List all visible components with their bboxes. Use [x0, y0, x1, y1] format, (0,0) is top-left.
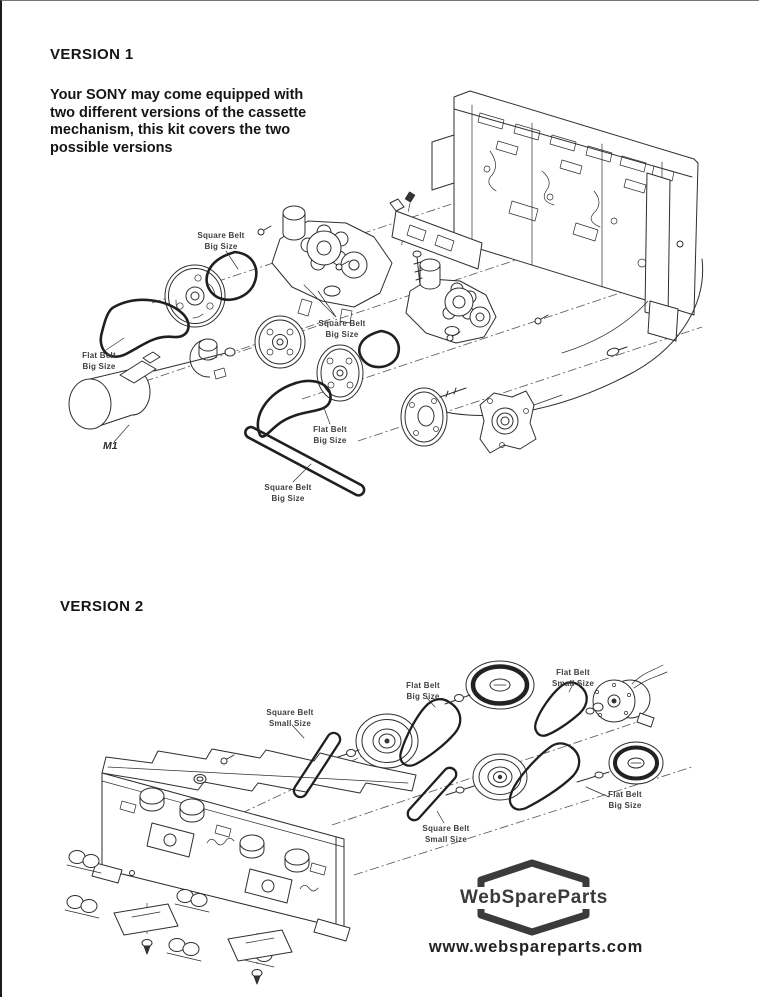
v2-square-belt-small-2 [405, 765, 459, 823]
label-flat-belt-big-3 [406, 680, 440, 702]
intro-paragraph [50, 87, 380, 157]
label-flat-belt-big-4 [608, 789, 642, 811]
label-line: Big Size [406, 692, 440, 701]
label-line: Flat Belt [313, 425, 347, 434]
v1-flywheel-2 [255, 316, 305, 368]
intro-line: mechanism, this kit covers the two [50, 122, 291, 138]
website-url: www.webspareparts.com [428, 938, 644, 956]
v1-bearing-mount [480, 391, 562, 453]
label-square-belt-big-3 [264, 482, 311, 504]
label-line: Flat Belt [82, 351, 116, 360]
label-line: Flat Belt [556, 668, 590, 677]
label-line: Square Belt [422, 824, 470, 833]
label-line: Square Belt [318, 319, 366, 328]
label-line: Small Size [551, 679, 595, 688]
label-line: Big Size [271, 494, 305, 503]
label-line: Small Size [424, 835, 468, 844]
label-square-belt-small-1 [266, 707, 313, 729]
label-square-belt-small-2 [422, 823, 469, 845]
intro-line: possible versions [50, 139, 173, 156]
label-motor-m1: M1 [103, 440, 118, 452]
v1-ring-pulley [401, 388, 466, 446]
label-line: Big Size [608, 801, 642, 810]
label-line: Square Belt [197, 231, 245, 240]
v2-flat-belt-small [535, 682, 587, 735]
label-square-belt-big-2 [318, 318, 365, 340]
v2-flywheel-b [445, 661, 534, 709]
v1-assembly-1 [272, 206, 392, 323]
v2-motor [586, 665, 667, 727]
brand-logo-text: WebSpareParts [457, 887, 611, 909]
v1-flat-belt-1 [101, 300, 189, 357]
label-flat-belt-small [552, 667, 594, 689]
v2-mount-plates [114, 904, 292, 961]
label-line: Big Size [313, 436, 347, 445]
label-line: Big Size [204, 242, 238, 251]
label-flat-belt-big-2 [313, 424, 347, 446]
label-square-belt-big-1 [197, 230, 244, 252]
label-line: Square Belt [266, 708, 314, 717]
label-line: Flat Belt [406, 681, 440, 690]
label-line: Square Belt [264, 483, 312, 492]
v1-clutch-piece [190, 339, 226, 379]
label-flat-belt-big-1 [82, 350, 116, 372]
intro-line: Your SONY may come equipped with [50, 87, 304, 103]
v1-assembly-2 [406, 259, 496, 343]
version2-heading: VERSION 2 [60, 598, 144, 615]
intro-line: two different versions of the cassette [50, 104, 307, 121]
label-line: Flat Belt [608, 790, 642, 799]
label-line: Big Size [325, 330, 359, 339]
v1-flywheel-3 [317, 345, 363, 401]
v2-flywheel-d [577, 742, 663, 784]
label-line: Big Size [82, 362, 116, 371]
label-line: Small Size [268, 719, 312, 728]
v2-flywheel-c [446, 754, 527, 800]
version1-heading: VERSION 1 [50, 46, 134, 63]
